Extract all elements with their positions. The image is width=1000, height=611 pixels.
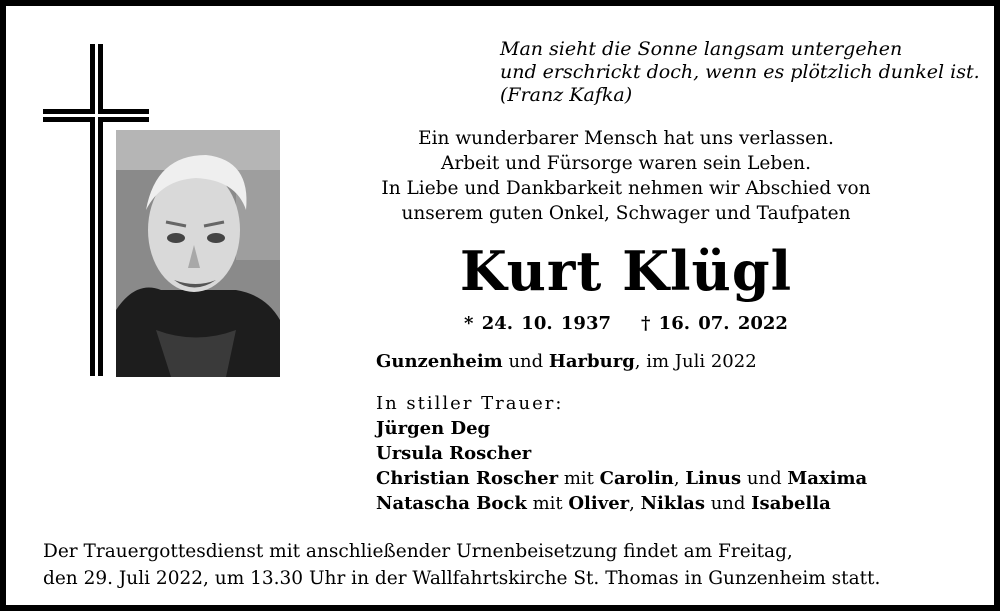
place-and-date bbox=[376, 350, 757, 374]
conjunction: mit bbox=[526, 493, 569, 514]
portrait-photo bbox=[116, 130, 280, 377]
mourner-name: Christian Roscher bbox=[376, 468, 559, 489]
mourner-name: Maxima bbox=[787, 468, 868, 489]
mourner-line bbox=[376, 491, 867, 516]
intro-line: unserem guten Onkel, Schwager und Taufpaten bbox=[401, 203, 851, 224]
mourner-name: Isabella bbox=[751, 493, 831, 514]
service-line: Der Trauergottesdienst mit anschließender Urnenbeisetzung findet am Freitag, bbox=[43, 541, 793, 562]
separator: , bbox=[673, 468, 686, 489]
birth-date: * 24. 10. 1937 bbox=[464, 313, 611, 334]
date-text: , im Juli 2022 bbox=[634, 351, 757, 372]
mourner-name: Ursula Roscher bbox=[376, 443, 532, 464]
mourner-line bbox=[376, 441, 867, 466]
mourner-line bbox=[376, 416, 867, 441]
mourner-name: Oliver bbox=[568, 493, 630, 514]
life-dates bbox=[336, 311, 916, 337]
conjunction: und bbox=[502, 351, 549, 372]
mourner-name: Niklas bbox=[640, 493, 705, 514]
service-line: den 29. Juli 2022, um 13.30 Uhr in der Wallfahrtskirche St. Thomas in Gunzenheim statt. bbox=[43, 568, 881, 589]
quote-line: Man sieht die Sonne langsam untergehen bbox=[500, 38, 903, 60]
intro-line: Arbeit und Fürsorge waren sein Leben. bbox=[441, 153, 811, 174]
cross-intersection bbox=[90, 109, 103, 122]
mourner-name: Carolin bbox=[599, 468, 674, 489]
town-name: Harburg bbox=[548, 351, 635, 372]
mourners-list bbox=[376, 416, 867, 516]
intro-text bbox=[336, 126, 916, 226]
mourner-name: Natascha Bock bbox=[376, 493, 527, 514]
town-name: Gunzenheim bbox=[376, 351, 503, 372]
portrait-illustration bbox=[116, 130, 280, 377]
conjunction: mit bbox=[558, 468, 600, 489]
quote-author: (Franz Kafka) bbox=[500, 84, 633, 106]
conjunction: und bbox=[741, 468, 788, 489]
mourner-name: Linus bbox=[685, 468, 742, 489]
death-date: † 16. 07. 2022 bbox=[641, 313, 788, 334]
intro-line: In Liebe und Dankbarkeit nehmen wir Abschied von bbox=[381, 178, 871, 199]
quote-line: und erschrickt doch, wenn es plötzlich dunkel ist. bbox=[500, 61, 980, 83]
deceased-name: Kurt Klügl bbox=[459, 239, 793, 303]
mourner-name: Jürgen Deg bbox=[376, 418, 491, 439]
epigraph-quote bbox=[500, 38, 990, 107]
mourner-line bbox=[376, 466, 867, 491]
mourners-label: In stiller Trauer: bbox=[376, 393, 564, 414]
conjunction: und bbox=[704, 493, 752, 514]
cross-vertical-bar bbox=[90, 44, 103, 376]
intro-line: Ein wunderbarer Mensch hat uns verlassen. bbox=[418, 128, 834, 149]
service-announcement bbox=[43, 538, 973, 592]
separator: , bbox=[629, 493, 641, 514]
